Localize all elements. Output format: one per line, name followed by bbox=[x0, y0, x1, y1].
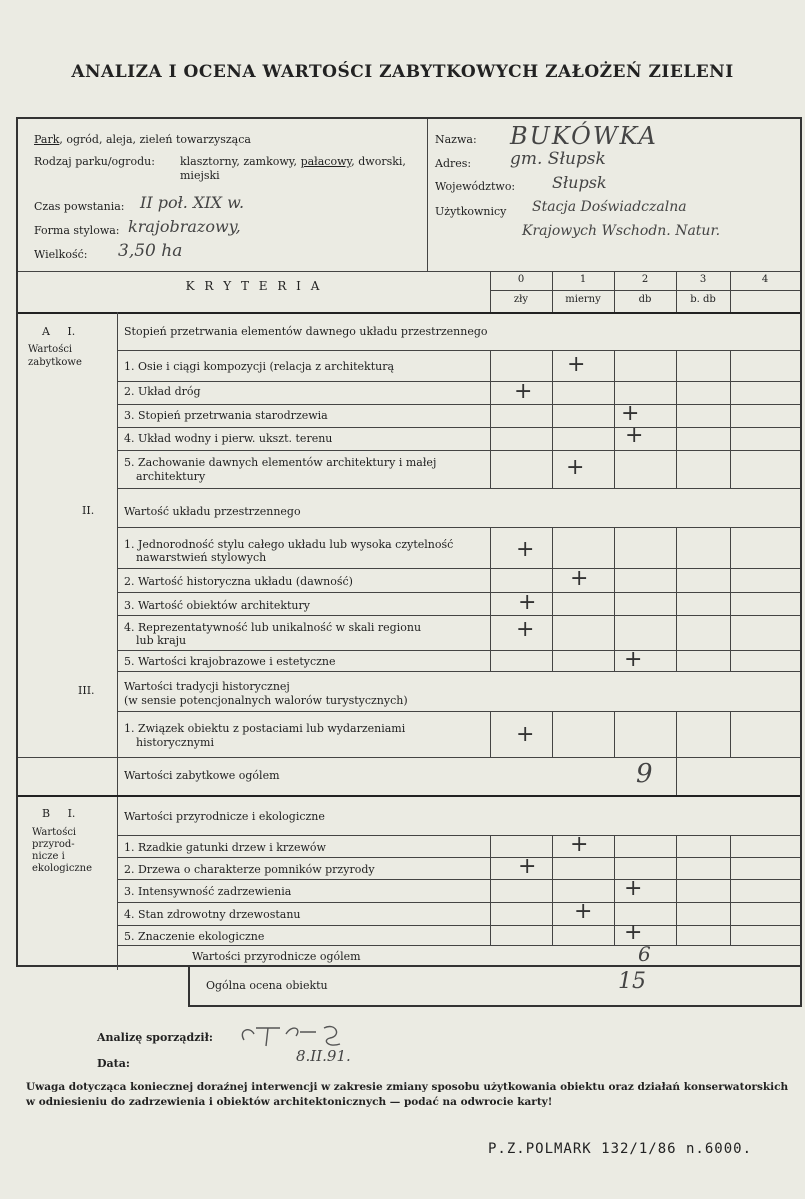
uzyt-value-2: Krajowych Wschodn. Natur. bbox=[522, 223, 721, 239]
mark-a-ii-5: + bbox=[624, 647, 643, 672]
col-1-word: mierny bbox=[565, 294, 601, 305]
a-ii-row-4: 4. Reprezentatywność lub unikalność w skali regionu bbox=[124, 621, 422, 634]
wielkosc-label: Wielkość: bbox=[34, 248, 88, 261]
a-i-row-2: 2. Układ dróg bbox=[124, 385, 201, 398]
adres-label: Adres: bbox=[435, 157, 472, 170]
park-line: Park, ogród, aleja, zieleń towarzysząca bbox=[34, 133, 251, 146]
date-label: Data: bbox=[97, 1057, 130, 1070]
section-b-label-2: przyrod- bbox=[32, 839, 75, 850]
woj-label: Województwo: bbox=[435, 180, 516, 193]
section-a-code: A I. bbox=[42, 325, 76, 338]
nazwa-value: BUKÓWKA bbox=[510, 122, 658, 150]
section-b-label-3: nicze i bbox=[32, 851, 65, 862]
a-ii-row-1: 1. Jednorodność stylu całego układu lub wysoka czytelność bbox=[124, 538, 454, 551]
uzyt-value-1: Stacja Doświadczalna bbox=[532, 199, 687, 215]
mark-a-ii-4: + bbox=[516, 617, 535, 642]
section-b-label-1: Wartości bbox=[32, 827, 77, 838]
a-ii-code: II. bbox=[82, 504, 95, 517]
a-i-heading: Stopień przetrwania elementów dawnego układu przestrzennego bbox=[124, 325, 488, 338]
mark-a-i-4: + bbox=[625, 423, 644, 448]
col-4-num: 4 bbox=[761, 274, 769, 285]
col-3-word: b. db bbox=[690, 294, 716, 305]
rodzaj-options-miejski: miejski bbox=[180, 169, 220, 182]
forma-value: krajobrazowy, bbox=[128, 217, 241, 236]
mark-a-ii-1: + bbox=[516, 537, 535, 562]
a-ii-row-4b: lub kraju bbox=[136, 634, 187, 647]
section-a-label-2: zabytkowe bbox=[28, 357, 82, 368]
b-total-label: Wartości przyrodnicze ogólem bbox=[192, 950, 361, 963]
b-row-3: 3. Intensywność zadrzewienia bbox=[124, 885, 292, 898]
a-iii-heading-2: (w sensie potencjonalnych walorów turystycznych) bbox=[124, 694, 408, 707]
overall-box bbox=[188, 965, 802, 1007]
a-ii-row-5: 5. Wartości krajobrazowe i estetyczne bbox=[124, 655, 336, 668]
mark-b-5: + bbox=[624, 920, 643, 945]
overall-label: Ogólna ocena obiektu bbox=[206, 979, 328, 992]
nazwa-label: Nazwa: bbox=[435, 133, 477, 146]
czas-value: II poł. XIX w. bbox=[140, 193, 245, 212]
b-i-heading: Wartości przyrodnicze i ekologiczne bbox=[124, 810, 325, 823]
czas-label: Czas powstania: bbox=[34, 200, 125, 213]
rodzaj-options: klasztorny, zamkowy, pałacowy, dworski, bbox=[180, 155, 406, 168]
a-iii-row-1b: historycznymi bbox=[136, 736, 214, 749]
a-ii-heading: Wartość układu przestrzennego bbox=[124, 505, 301, 518]
mark-a-ii-2: + bbox=[570, 566, 589, 591]
a-total-value: 9 bbox=[636, 759, 653, 789]
prepared-label: Analizę sporządził: bbox=[97, 1031, 213, 1044]
b-row-2: 2. Drzewa o charakterze pomników przyrody bbox=[124, 863, 375, 876]
mark-a-i-3: + bbox=[621, 401, 640, 426]
a-i-row-1: 1. Osie i ciągi kompozycji (relacja z architekturą bbox=[124, 360, 395, 373]
forma-label: Forma stylowa: bbox=[34, 224, 120, 237]
col-1-num: 1 bbox=[579, 274, 587, 285]
col-0-word: zły bbox=[513, 294, 529, 305]
mark-b-1: + bbox=[570, 832, 589, 857]
a-iii-code: III. bbox=[78, 684, 95, 697]
header-divider bbox=[427, 119, 428, 271]
mark-a-i-2: + bbox=[514, 379, 533, 404]
form-frame bbox=[16, 117, 802, 967]
b-row-1: 1. Rzadkie gatunki drzew i krzewów bbox=[124, 841, 326, 854]
col-3-num: 3 bbox=[699, 274, 707, 285]
a-i-row-3: 3. Stopień przetrwania starodrzewia bbox=[124, 409, 328, 422]
col-2-num: 2 bbox=[641, 274, 649, 285]
note-line-2: w odniesieniu do zadrzewienia i obiektów architektonicznych — podać na odwrocie karty! bbox=[26, 1096, 553, 1108]
rodzaj-label: Rodzaj parku/ogrodu: bbox=[34, 155, 155, 168]
section-a-label-1: Wartości bbox=[28, 344, 73, 355]
a-i-row-4: 4. Układ wodny i pierw. ukszt. terenu bbox=[124, 432, 333, 445]
mark-a-i-1: + bbox=[567, 352, 586, 377]
section-b-code: B I. bbox=[42, 807, 76, 820]
date-value: 8.II.91. bbox=[296, 1047, 351, 1065]
b-row-4: 4. Stan zdrowotny drzewostanu bbox=[124, 908, 301, 921]
col-2-word: db bbox=[638, 294, 652, 305]
col-0-num: 0 bbox=[517, 274, 525, 285]
mark-a-ii-3: + bbox=[518, 590, 537, 615]
a-i-row-5b: architektury bbox=[136, 470, 206, 483]
mark-a-i-5: + bbox=[566, 455, 585, 480]
mark-b-2: + bbox=[518, 854, 537, 879]
overall-value: 15 bbox=[618, 969, 646, 994]
woj-value: Słupsk bbox=[552, 173, 607, 192]
a-ii-row-3: 3. Wartość obiektów architektury bbox=[124, 599, 310, 612]
uzyt-label: Użytkownicy bbox=[435, 205, 507, 218]
adres-value: gm. Słupsk bbox=[510, 149, 606, 169]
kryteria-label: K R Y T E R I A bbox=[185, 279, 323, 293]
a-ii-row-2: 2. Wartość historyczna układu (dawność) bbox=[124, 575, 353, 588]
a-iii-row-1: 1. Związek obiektu z postaciami lub wydarzeniami bbox=[124, 722, 406, 735]
page-title: ANALIZA I OCENA WARTOŚCI ZABYTKOWYCH ZAŁOŻEŃ ZIELENI bbox=[71, 62, 734, 82]
mark-b-3: + bbox=[624, 876, 643, 901]
a-i-row-5: 5. Zachowanie dawnych elementów architektury i małej bbox=[124, 456, 437, 469]
footer-code: P.Z.POLMARK 132/1/86 n.6000. bbox=[488, 1141, 753, 1157]
wielkosc-value: 3,50 ha bbox=[118, 241, 183, 261]
note-line-1: Uwaga dotycząca koniecznej doraźnej interwencji w zakresie zmiany sposobu użytkowania obiektu oraz działań konserwatorskich bbox=[26, 1081, 789, 1093]
a-iii-heading: Wartości tradycji historycznej bbox=[124, 680, 290, 693]
a-ii-row-1b: nawarstwień stylowych bbox=[136, 551, 267, 564]
section-b-label-4: ekologiczne bbox=[32, 863, 93, 874]
b-total-value: 6 bbox=[638, 942, 651, 966]
note-block bbox=[26, 1080, 801, 1110]
mark-a-iii-1: + bbox=[516, 722, 535, 747]
b-row-5: 5. Znaczenie ekologiczne bbox=[124, 930, 265, 943]
a-total-label: Wartości zabytkowe ogólem bbox=[124, 769, 280, 782]
mark-b-4: + bbox=[574, 899, 593, 924]
